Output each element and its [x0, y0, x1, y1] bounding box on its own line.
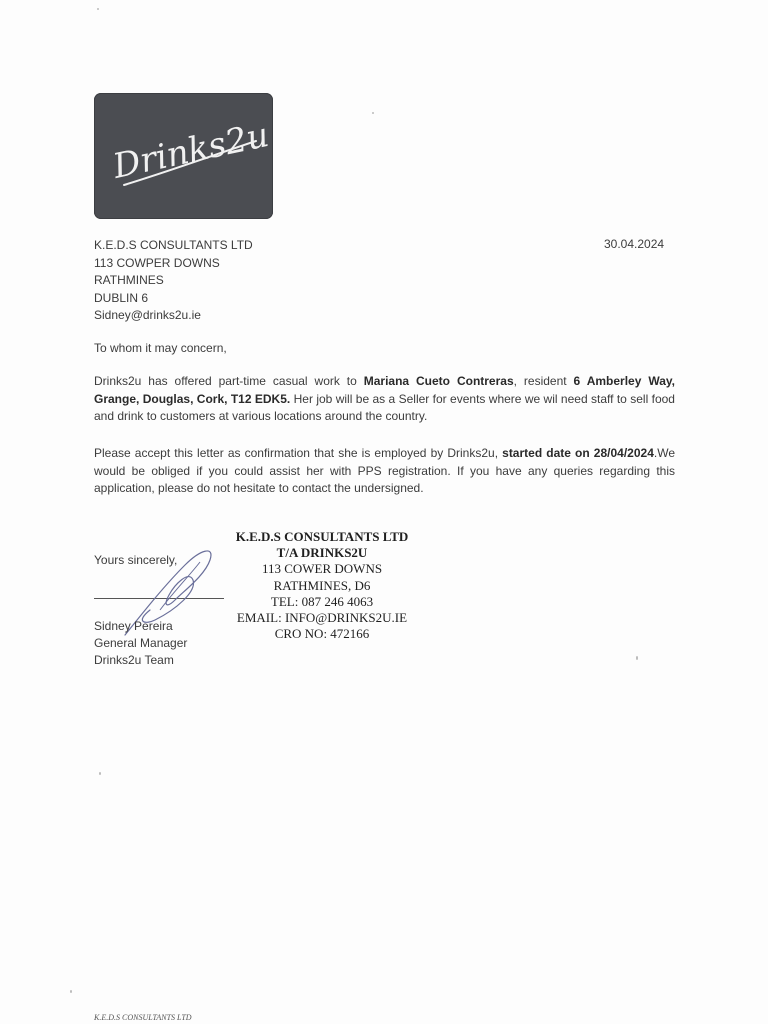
drinks2u-logo [94, 93, 273, 219]
stamp-company: K.E.D.S CONSULTANTS LTD [235, 529, 409, 544]
greeting: To whom it may concern, [94, 341, 227, 355]
sender-address [94, 237, 253, 325]
stamp-area: RATHMINES, D6 [273, 577, 371, 593]
scan-speck [99, 772, 101, 775]
employee-name: Mariana Cueto Contreras [363, 374, 514, 388]
paragraph-confirmation [94, 445, 675, 498]
sender-street: 113 COWPER DOWNS [94, 255, 220, 270]
signer-name: Sidney Pereira [94, 619, 173, 633]
paragraph-offer [94, 373, 675, 426]
footer-company: K.E.D.S CONSULTANTS LTD [94, 1013, 192, 1022]
logo-wordmark: Drinks2u [109, 115, 273, 187]
stamp-cro: CRO NO: 472166 [274, 626, 370, 642]
start-date: started date on 28/04/2024 [502, 446, 654, 460]
stamp-trading-as: T/A DRINKS2U [276, 545, 368, 561]
sender-email: Sidney@drinks2u.ie [94, 308, 201, 322]
sender-city: DUBLIN 6 [94, 290, 149, 305]
signer-title: General Manager [94, 636, 188, 650]
scan-speck [636, 656, 638, 660]
sender-area: RATHMINES [94, 273, 164, 287]
closing: Yours sincerely, [94, 553, 178, 567]
signer-block [94, 618, 187, 669]
stamp-street: 113 COWER DOWNS [261, 561, 383, 577]
scan-speck [372, 112, 374, 114]
paragraph-text: , resident [513, 374, 574, 388]
letter-date: 30.04.2024 [604, 237, 665, 251]
paragraph-text: .We would be obliged if you could assist her with PPS registration. If you have any queries regarding this application, please do not hesitate to contact the undersigned. [94, 446, 675, 495]
stamp-email: EMAIL: INFO@DRINKS2U.IE [236, 610, 408, 626]
scan-speck [97, 8, 99, 10]
sender-company: K.E.D.S CONSULTANTS LTD [94, 238, 253, 252]
scan-speck [70, 990, 72, 993]
stamp-phone: TEL: 087 246 4063 [270, 593, 374, 609]
paragraph-text: Drinks2u has offered part-time casual work to [94, 374, 364, 388]
signer-team: Drinks2u Team [94, 653, 174, 667]
paragraph-text: Her job will be as a Seller for events where we wil need staff to sell food and drink to customers at various locations around the country. [94, 391, 675, 423]
employee-address: 6 Amberley Way, Grange, Douglas, Cork, T12 EDK5. [94, 374, 675, 406]
paragraph-text: Please accept this letter as confirmation that she is employed by Drinks2u, [94, 446, 503, 460]
company-stamp [222, 529, 422, 642]
